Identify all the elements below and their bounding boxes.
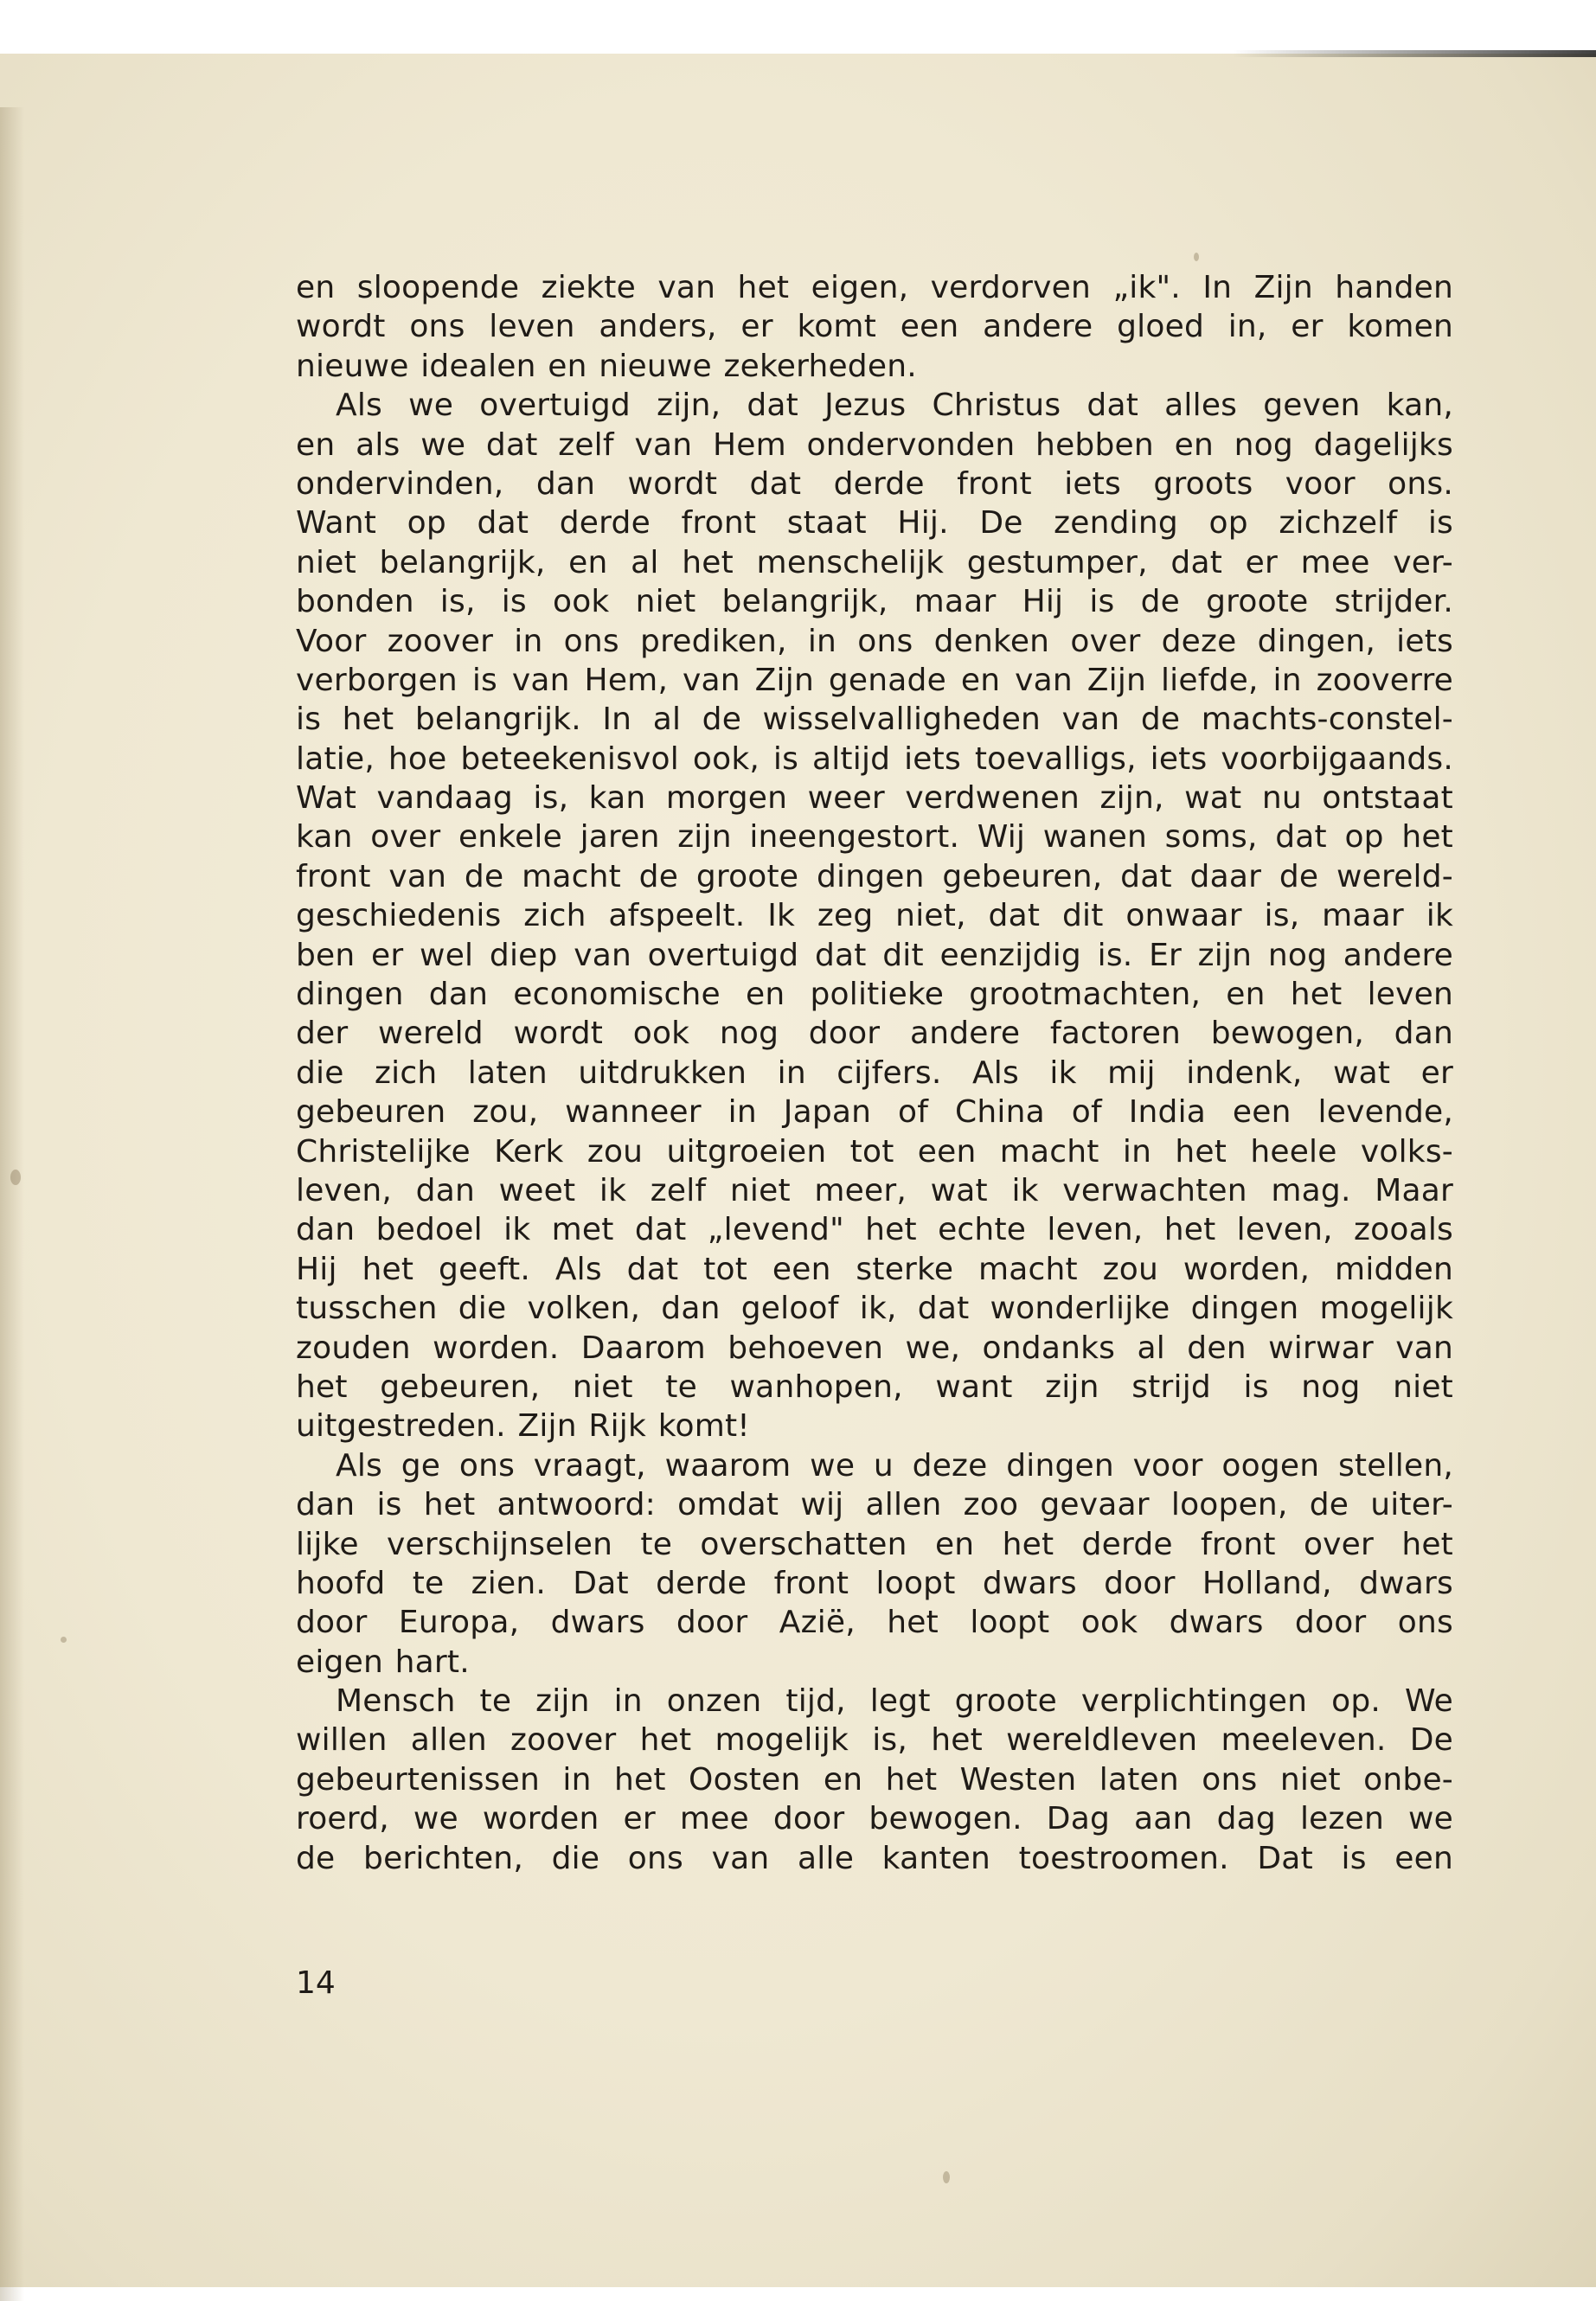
- text-line: Als ge ons vraagt, waarom we u deze dingen voor oogen stellen,: [336, 1447, 1453, 1484]
- text-line: verborgen is van Hem, van Zijn genade en van Zijn liefde, in zooverre: [296, 662, 1453, 698]
- text-line: uitgestreden. Zijn Rijk komt!: [296, 1408, 750, 1445]
- text-line: is het belangrijk. In al de wisselvalligheden van de machts-constel-: [296, 702, 1453, 738]
- text-line: dingen dan economische en politieke grootmachten, en het leven: [296, 977, 1453, 1013]
- text-line: roerd, we worden er mee door bewogen. Dag aan dag lezen we: [296, 1801, 1453, 1837]
- text-line: zouden worden. Daarom behoeven we, ondanks al den wirwar van: [296, 1330, 1453, 1366]
- text-line: Als we overtuigd zijn, dat Jezus Christus dat alles geven kan,: [336, 388, 1453, 424]
- text-line: nieuwe idealen en nieuwe zekerheden.: [296, 348, 917, 384]
- text-line: Christelijke Kerk zou uitgroeien tot een macht in het heele volks-: [296, 1133, 1453, 1170]
- text-line: niet belangrijk, en al het menschelijk gestumper, dat er mee ver-: [296, 544, 1453, 580]
- text-line: kan over enkele jaren zijn ineengestort. Wij wanen soms, dat op het: [296, 819, 1453, 856]
- text-line: het gebeuren, niet te wanhopen, want zijn strijd is nog niet: [296, 1368, 1453, 1405]
- text-line: en als we dat zelf van Hem ondervonden hebben en nog dagelijks: [296, 426, 1453, 463]
- text-line: lijke verschijnselen te overschatten en het derde front over het: [296, 1526, 1453, 1562]
- page-fold-shadow: [0, 107, 24, 2301]
- text-line: door Europa, dwars door Azië, het loopt ook dwars door ons: [296, 1605, 1453, 1641]
- text-line: gebeurtenissen in het Oosten en het Westen laten ons niet onbe-: [296, 1761, 1453, 1798]
- text-line: Wat vandaag is, kan morgen weer verdwenen zijn, wat nu ontstaat: [296, 780, 1453, 817]
- text-line: die zich laten uitdrukken in cijfers. Als ik mij indenk, wat er: [296, 1054, 1453, 1091]
- text-line: geschiedenis zich afspeelt. Ik zeg niet, dat dit onwaar is, maar ik: [296, 898, 1453, 934]
- page-number: 14: [296, 1965, 336, 2001]
- paper-speck: [1194, 253, 1199, 261]
- text-line: latie, hoe beteekenisvol ook, is altijd iets toevalligs, iets voorbijgaands.: [296, 740, 1453, 777]
- text-line: Voor zoover in ons prediken, in ons denken over deze dingen, iets: [296, 623, 1453, 659]
- text-line: Want op dat derde front staat Hij. De zending op zichzelf is: [296, 505, 1453, 542]
- text-line: eigen hart.: [296, 1644, 470, 1680]
- text-line: Hij het geeft. Als dat tot een sterke macht zou worden, midden: [296, 1251, 1453, 1287]
- text-line: gebeuren zou, wanneer in Japan of China of India een levende,: [296, 1094, 1453, 1131]
- text-line: wordt ons leven anders, er komt een andere gloed in, er komen: [296, 309, 1453, 345]
- paper-speck: [943, 2171, 950, 2183]
- paper-speck: [61, 1637, 67, 1643]
- text-line: ben er wel diep van overtuigd dat dit eenzijdig is. Er zijn nog andere: [296, 937, 1453, 973]
- body-text: [296, 268, 1453, 1878]
- paper-speck: [10, 1170, 21, 1185]
- text-line: willen allen zoover het mogelijk is, het wereldleven meeleven. De: [296, 1722, 1453, 1759]
- text-line: ondervinden, dan wordt dat derde front iets groots voor ons.: [296, 465, 1453, 502]
- text-line: leven, dan weet ik zelf niet meer, wat ik verwachten mag. Maar: [296, 1172, 1453, 1208]
- text-line: der wereld wordt ook nog door andere factoren bewogen, dan: [296, 1016, 1453, 1052]
- text-line: dan bedoel ik met dat „levend" het echte leven, het leven, zooals: [296, 1212, 1453, 1248]
- page-edge-shadow: [1233, 50, 1596, 57]
- text-line: de berichten, die ons van alle kanten toestroomen. Dat is een: [296, 1840, 1453, 1876]
- text-line: front van de macht de groote dingen gebeuren, dat daar de wereld-: [296, 858, 1453, 894]
- text-line: bonden is, is ook niet belangrijk, maar Hij is de groote strijder.: [296, 584, 1453, 620]
- text-line: Mensch te zijn in onzen tijd, legt groote verplichtingen op. We: [336, 1683, 1453, 1720]
- text-line: en sloopende ziekte van het eigen, verdorven „ik". In Zijn handen: [296, 270, 1453, 305]
- text-line: tusschen die volken, dan geloof ik, dat wonderlijke dingen mogelijk: [296, 1291, 1453, 1327]
- text-line: dan is het antwoord: omdat wij allen zoo gevaar loopen, de uiter-: [296, 1487, 1453, 1523]
- text-line: hoofd te zien. Dat derde front loopt dwars door Holland, dwars: [296, 1565, 1453, 1601]
